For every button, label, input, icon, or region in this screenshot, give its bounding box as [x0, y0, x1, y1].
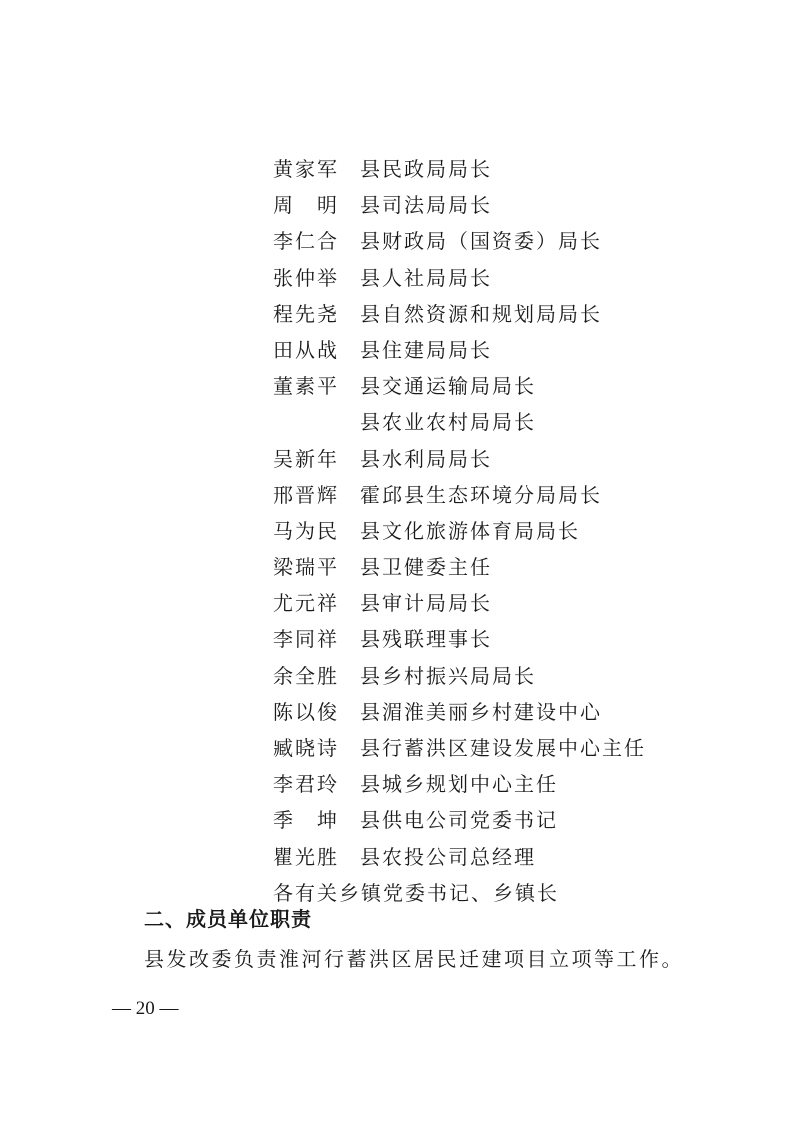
member-title: 霍邱县生态环境分局局长 — [360, 482, 602, 507]
member-name: 瞿光胜 — [273, 844, 339, 869]
member-row — [0, 585, 794, 621]
member-title: 县自然资源和规划局局长 — [360, 301, 602, 326]
member-name: 程先尧 — [273, 301, 339, 326]
member-row — [0, 477, 794, 513]
member-title: 县水利局局长 — [360, 446, 492, 471]
member-name: 李同祥 — [273, 627, 339, 652]
member-title: 县残联理事长 — [360, 627, 492, 652]
member-name: 李君玲 — [273, 772, 339, 797]
closing-row — [0, 875, 794, 911]
member-title: 县乡村振兴局局长 — [360, 663, 536, 688]
member-title: 县司法局局长 — [360, 193, 492, 218]
member-name: 余全胜 — [273, 663, 339, 688]
body-paragraph: 县发改委负责淮河行蓄洪区居民迁建项目立项等工作。 — [144, 947, 684, 971]
section-heading: 二、成员单位职责 — [144, 907, 312, 931]
member-name: 陈以俊 — [273, 699, 339, 724]
member-title: 县财政局（国资委）局长 — [360, 229, 602, 254]
member-title: 县城乡规划中心主任 — [360, 772, 558, 797]
member-title: 县供电公司党委书记 — [360, 808, 558, 833]
member-title: 县住建局局长 — [360, 337, 492, 362]
member-row — [0, 766, 794, 802]
member-row — [0, 621, 794, 657]
member-row — [0, 441, 794, 477]
member-title: 县农投公司总经理 — [360, 844, 536, 869]
member-row — [0, 549, 794, 585]
member-row — [0, 296, 794, 332]
member-name: 董素平 — [273, 374, 339, 399]
member-name: 黄家军 — [273, 157, 339, 181]
member-title: 县卫健委主任 — [360, 555, 492, 580]
member-title: 县审计局局长 — [360, 591, 492, 616]
member-row — [0, 658, 794, 694]
member-name: 李仁合 — [273, 229, 339, 254]
member-row — [0, 404, 794, 440]
member-row — [0, 187, 794, 223]
member-row — [0, 332, 794, 368]
member-title: 县交通运输局局长 — [360, 374, 536, 399]
member-row — [0, 839, 794, 875]
member-row — [0, 223, 794, 259]
member-title: 县农业农村局局长 — [360, 410, 536, 435]
member-name: 马为民 — [273, 518, 339, 543]
member-title: 县文化旅游体育局局长 — [360, 518, 580, 543]
member-name: 周 明 — [273, 193, 339, 218]
member-name: 吴新年 — [273, 446, 339, 471]
member-name: 季 坤 — [273, 808, 339, 833]
member-name: 田从战 — [273, 337, 339, 362]
member-title: 县湄淮美丽乡村建设中心 — [360, 699, 602, 724]
member-name: 梁瑞平 — [273, 555, 339, 580]
member-row — [0, 694, 794, 730]
member-name: 邢晋辉 — [273, 482, 339, 507]
member-row — [0, 151, 794, 187]
member-row — [0, 802, 794, 838]
member-row — [0, 730, 794, 766]
member-name: 臧晓诗 — [273, 736, 339, 760]
closing-line: 各有关乡镇党委书记、乡镇长 — [273, 880, 559, 905]
member-name: 张仲举 — [273, 265, 339, 290]
member-row — [0, 260, 794, 296]
member-list — [0, 151, 794, 911]
member-title: 县民政局局长 — [360, 157, 492, 181]
member-row — [0, 368, 794, 404]
member-title: 县人社局局长 — [360, 265, 492, 290]
page-number: — 20 — — [112, 998, 179, 1019]
member-title: 县行蓄洪区建设发展中心主任 — [360, 736, 646, 760]
member-row — [0, 513, 794, 549]
member-name: 尤元祥 — [273, 591, 339, 616]
